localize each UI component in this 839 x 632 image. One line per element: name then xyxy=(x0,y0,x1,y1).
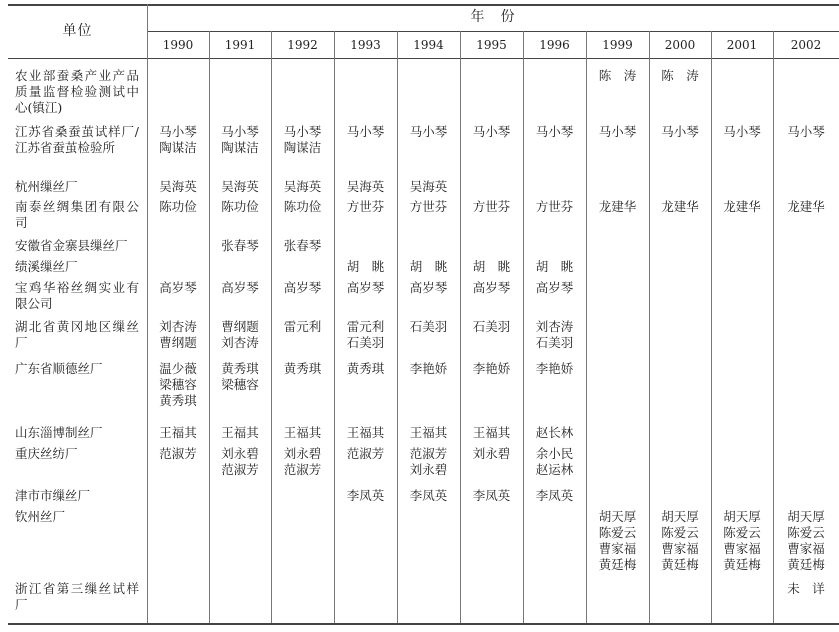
staff-cell-1995: 李凤英 xyxy=(472,488,511,503)
header-subrule xyxy=(147,31,839,32)
unit-name: 浙江省第三缫丝试样厂 xyxy=(15,581,139,612)
staff-cell-1993: 王福其 xyxy=(346,425,385,440)
staff-cell-1994: 石美羽 xyxy=(409,319,448,334)
staff-cell-1999: 马小琴 xyxy=(598,124,637,139)
table-bottom-rule xyxy=(8,623,839,625)
staff-cell-1991: 高岁琴 xyxy=(221,280,259,295)
staff-cell-2000: 马小琴 xyxy=(661,124,699,139)
staff-cell-1991: 黄秀琪 梁穗容 xyxy=(221,361,259,392)
unit-name: 安徽省金寨县缫丝厂 xyxy=(15,238,128,253)
staff-cell-2001: 龙建华 xyxy=(723,199,761,214)
staff-cell-2000: 陈 涛 xyxy=(661,68,699,83)
unit-name: 杭州缫丝厂 xyxy=(15,179,78,194)
staff-cell-1990: 马小琴 陶谋洁 xyxy=(159,124,197,155)
unit-header: 单位 xyxy=(62,23,93,39)
staff-cell-1992: 王福其 xyxy=(283,425,322,440)
staff-cell-1999: 龙建华 xyxy=(598,199,637,214)
year-header-1994: 1994 xyxy=(413,38,444,52)
year-header-1999: 1999 xyxy=(602,38,633,52)
staff-cell-1993: 黄秀琪 xyxy=(346,361,385,376)
year-header-1996: 1996 xyxy=(539,38,570,52)
staff-cell-1994: 王福其 xyxy=(409,425,448,440)
staff-cell-1996: 刘杏涛 石美羽 xyxy=(535,319,574,350)
unit-name: 湖北省黄冈地区缫丝厂 xyxy=(15,319,139,350)
staff-cell-1995: 石美羽 xyxy=(472,319,511,334)
unit-name: 绩溪缫丝厂 xyxy=(15,259,78,274)
staff-cell-1996: 方世芬 xyxy=(535,199,574,214)
staff-cell-1991: 陈功俭 xyxy=(221,199,259,214)
staff-cell-1994: 高岁琴 xyxy=(409,280,448,295)
unit-name: 钦州丝厂 xyxy=(15,509,66,524)
staff-cell-1990: 范淑芳 xyxy=(159,446,197,461)
year-header-1993: 1993 xyxy=(350,38,381,52)
staff-cell-1992: 高岁琴 xyxy=(283,280,322,295)
staff-cell-1996: 马小琴 xyxy=(535,124,574,139)
staff-cell-1991: 张春琴 xyxy=(221,238,259,253)
staff-cell-1993: 李凤英 xyxy=(346,488,385,503)
staff-cell-2002: 未 详 xyxy=(787,581,825,596)
staff-cell-1995: 方世芬 xyxy=(472,199,511,214)
year-header-1990: 1990 xyxy=(162,38,194,52)
unit-name: 广东省顺德丝厂 xyxy=(15,361,103,376)
staff-cell-1999: 陈 涛 xyxy=(598,68,637,83)
staff-cell-1996: 赵长林 xyxy=(535,425,574,440)
header-bottom-rule xyxy=(8,58,839,59)
staff-cell-1994: 胡 眺 xyxy=(409,259,448,274)
unit-name: 宝鸡华裕丝绸实业有限公司 xyxy=(15,280,139,311)
year-header-2002: 2002 xyxy=(790,38,822,52)
staff-cell-2001: 马小琴 xyxy=(723,124,761,139)
staff-cell-1993: 吴海英 xyxy=(346,179,385,194)
staff-cell-1995: 李艳娇 xyxy=(472,361,511,376)
staff-cell-1990: 刘杏涛 曹纲题 xyxy=(159,319,197,350)
staff-cell-1991: 曹纲题 刘杏涛 xyxy=(221,319,259,350)
staff-cell-1990: 高岁琴 xyxy=(159,280,197,295)
unit-column-divider xyxy=(147,4,148,623)
unit-name: 山东淄博制丝厂 xyxy=(15,425,103,440)
years-header: 年 份 xyxy=(470,9,516,25)
staff-cell-1992: 刘永碧 范淑芳 xyxy=(283,446,322,477)
staff-cell-1996: 余小民 赵运林 xyxy=(535,446,574,477)
year-header-1991: 1991 xyxy=(224,38,256,52)
staff-cell-1992: 马小琴 陶谋洁 xyxy=(283,124,322,155)
staff-cell-1993: 马小琴 xyxy=(346,124,385,139)
staff-cell-1993: 雷元利 石美羽 xyxy=(346,319,385,350)
staff-cell-1993: 方世芬 xyxy=(346,199,385,214)
staff-cell-1994: 马小琴 xyxy=(409,124,448,139)
year-header-1992: 1992 xyxy=(287,38,318,52)
staff-cell-2002: 马小琴 xyxy=(787,124,825,139)
staff-cell-1995: 胡 眺 xyxy=(472,259,511,274)
staff-cell-2000: 龙建华 xyxy=(661,199,699,214)
table-top-rule xyxy=(8,4,839,6)
unit-name: 农业部蚕桑产业产品质量监督检验测试中心(镇江) xyxy=(15,68,139,115)
staff-cell-1991: 马小琴 陶谋洁 xyxy=(221,124,259,155)
staff-cell-1994: 吴海英 xyxy=(409,179,448,194)
staff-cell-1996: 李艳娇 xyxy=(535,361,574,376)
year-header-2001: 2001 xyxy=(726,38,758,52)
staff-cell-1994: 范淑芳 刘永碧 xyxy=(409,446,448,477)
staff-cell-1994: 方世芬 xyxy=(409,199,448,214)
staff-cell-1990: 王福其 xyxy=(159,425,197,440)
year-header-2000: 2000 xyxy=(664,38,696,52)
staff-cell-2001: 胡天厚 陈爱云 曹家福 黄廷梅 xyxy=(723,509,761,572)
staff-cell-1993: 范淑芳 xyxy=(346,446,385,461)
staff-cell-1999: 胡天厚 陈爱云 曹家福 黄廷梅 xyxy=(598,509,637,572)
unit-name: 重庆丝纺厂 xyxy=(15,446,78,461)
staff-cell-1992: 吴海英 xyxy=(283,179,322,194)
staff-cell-1992: 陈功俭 xyxy=(283,199,322,214)
staff-cell-1993: 胡 眺 xyxy=(346,259,385,274)
staff-cell-2002: 胡天厚 陈爱云 曹家福 黄廷梅 xyxy=(787,509,825,572)
staff-cell-1996: 李凤英 xyxy=(535,488,574,503)
staff-cell-1996: 胡 眺 xyxy=(535,259,574,274)
staff-cell-1995: 刘永碧 xyxy=(472,446,511,461)
staff-cell-1991: 刘永碧 范淑芳 xyxy=(221,446,259,477)
staff-cell-1994: 李凤英 xyxy=(409,488,448,503)
staff-cell-1992: 雷元利 xyxy=(283,319,322,334)
staff-cell-1995: 高岁琴 xyxy=(472,280,511,295)
staff-cell-1992: 黄秀琪 xyxy=(283,361,322,376)
staff-cell-1996: 高岁琴 xyxy=(535,280,574,295)
staff-cell-1990: 陈功俭 xyxy=(159,199,197,214)
staff-cell-1995: 王福其 xyxy=(472,425,511,440)
staff-cell-2002: 龙建华 xyxy=(787,199,825,214)
year-header-1995: 1995 xyxy=(476,38,507,52)
staff-cell-1991: 王福其 xyxy=(221,425,259,440)
staff-cell-1990: 吴海英 xyxy=(159,179,197,194)
unit-name: 津市市缫丝厂 xyxy=(15,488,91,503)
staff-cell-1992: 张春琴 xyxy=(283,238,322,253)
staff-cell-1995: 马小琴 xyxy=(472,124,511,139)
staff-cell-1990: 温少薇 梁穗容 黄秀琪 xyxy=(159,361,197,408)
unit-name: 江苏省桑蚕茧试样厂/江苏省蚕茧检验所 xyxy=(15,124,139,155)
staff-cell-1991: 吴海英 xyxy=(221,179,259,194)
staff-cell-1993: 高岁琴 xyxy=(346,280,385,295)
staff-cell-1994: 李艳娇 xyxy=(409,361,448,376)
unit-name: 南泰丝绸集团有限公司 xyxy=(15,199,139,230)
staff-cell-2000: 胡天厚 陈爱云 曹家福 黄廷梅 xyxy=(661,509,699,572)
